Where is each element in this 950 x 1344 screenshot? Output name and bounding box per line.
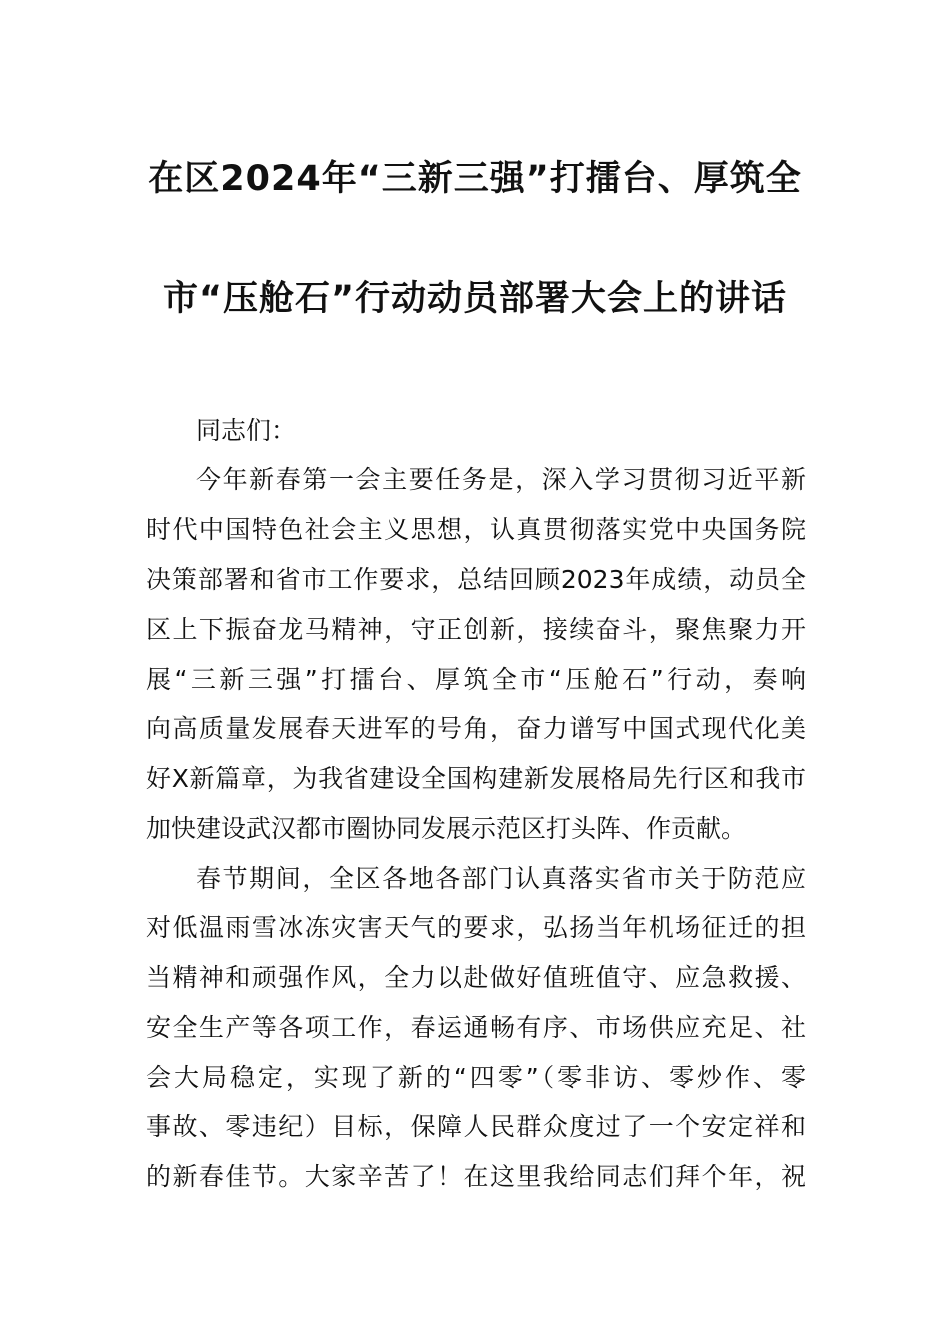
paragraph-1-line: 时代中国特色社会主义思想，认真贯彻落实党中央国务院 (146, 515, 806, 544)
paragraph-1-line: 好X新篇章，为我省建设全国构建新发展格局先行区和我市 (146, 764, 806, 793)
paragraph-2-line: 对低温雨雪冰冻灾害天气的要求，弘扬当年机场征迁的担 (146, 913, 806, 942)
paragraph-2-line: 会大局稳定，实现了新的“四零”（零非访、零炒作、零 (146, 1063, 806, 1092)
paragraph-2-line: 当精神和顽强作风，全力以赴做好值班值守、应急救援、 (146, 963, 806, 992)
paragraph-2-line: 安全生产等各项工作，春运通畅有序、市场供应充足、社 (146, 1013, 806, 1042)
paragraph-2-line: 的新春佳节。大家辛苦了！在这里我给同志们拜个年，祝 (146, 1162, 806, 1191)
paragraph-1-line: 向高质量发展春天进军的号角，奋力谱写中国式现代化美 (146, 714, 806, 743)
salutation: 同志们： (196, 416, 297, 445)
document-title-line-1: 在区2024年“三新三强”打擂台、厚筑全 (148, 159, 802, 199)
paragraph-1-line: 区上下振奋龙马精神，守正创新，接续奋斗，聚焦聚力开 (146, 615, 806, 644)
paragraph-1-line: 今年新春第一会主要任务是，深入学习贯彻习近平新 (196, 465, 806, 494)
paragraph-1-line: 加快建设武汉都市圈协同发展示范区打头阵、作贡献。 (146, 814, 747, 843)
paragraph-1-line: 展“三新三强”打擂台、厚筑全市“压舱石”行动，奏响 (146, 665, 806, 694)
paragraph-1-line: 决策部署和省市工作要求，总结回顾2023年成绩，动员全 (146, 565, 806, 594)
paragraph-2-line: 事故、零违纪）目标，保障人民群众度过了一个安定祥和 (146, 1112, 806, 1141)
paragraph-2-line: 春节期间，全区各地各部门认真落实省市关于防范应 (196, 864, 806, 893)
document-title-line-2: 市“压舱石”行动动员部署大会上的讲话 (162, 279, 787, 319)
